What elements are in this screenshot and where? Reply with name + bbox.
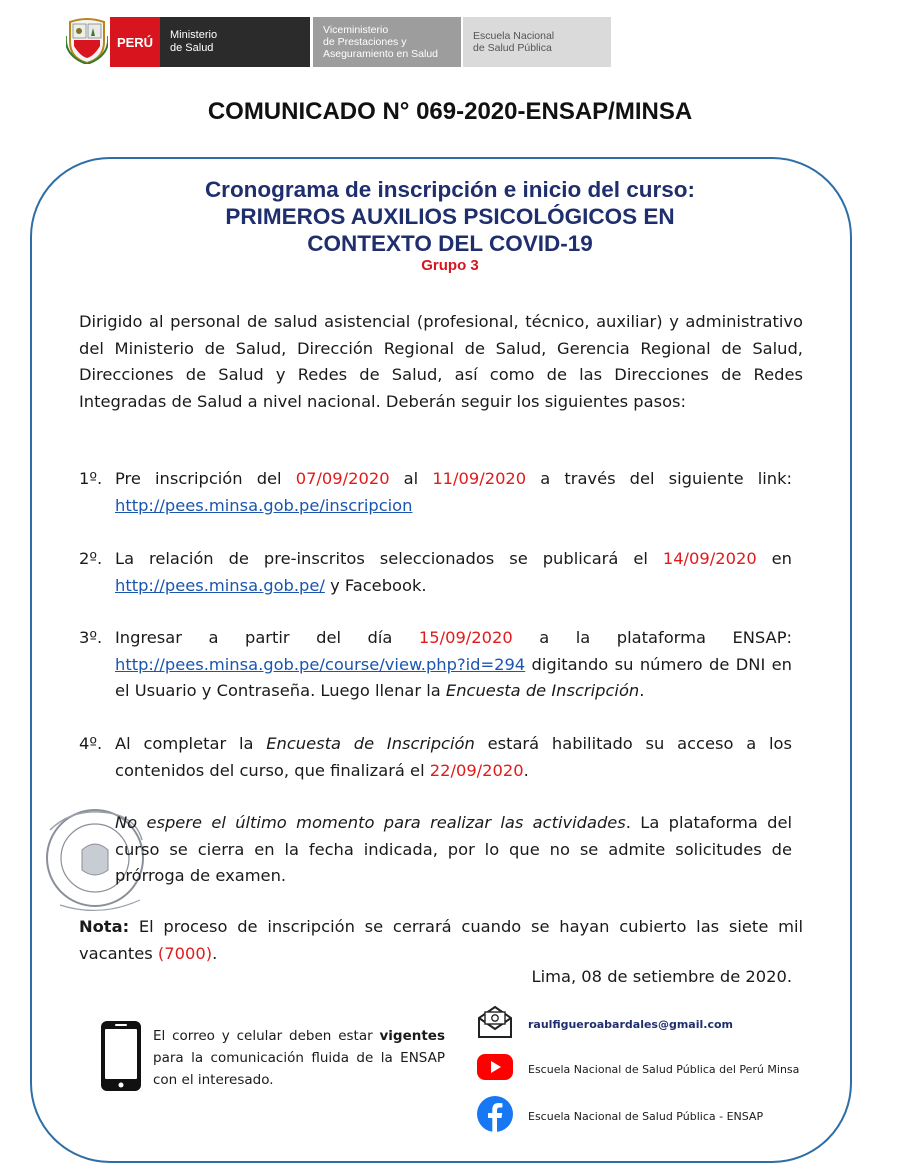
- contact-youtube-row: [476, 1052, 799, 1087]
- ministry-line-1: Ministerio: [170, 29, 218, 41]
- contact-facebook[interactable]: Escuela Nacional de Salud Pública - ENSAP: [528, 1110, 764, 1123]
- step-text: [115, 546, 792, 599]
- course-title-line-3: CONTEXTO DEL COVID-19: [307, 231, 593, 256]
- contact-email-row: [476, 1004, 733, 1045]
- access-date: 15/09/2020: [418, 628, 513, 647]
- nota-text: El proceso de inscripción se cerrará cuando se hayan cubierto las siete mil vacantes: [79, 917, 803, 963]
- group-label: Grupo 3: [421, 257, 479, 274]
- peru-label: PERÚ: [116, 34, 154, 50]
- vice-line-3: Aseguramiento en Salud: [323, 48, 438, 60]
- vice-line-2: de Prestaciones y: [323, 36, 407, 48]
- contact-validity-note: [153, 1025, 445, 1091]
- step-text-part: estará habilitado su acceso a los contenidos del curso, que finalizará el: [115, 734, 792, 780]
- warning-rest: . La plataforma del curso se cierra en la fecha indicada, por lo que no se admite solicitudes de prórroga de examen.: [115, 813, 792, 885]
- nota-end: .: [212, 943, 218, 963]
- step-number: 4º.: [79, 734, 103, 753]
- step-4: [79, 731, 792, 785]
- contact-youtube[interactable]: Escuela Nacional de Salud Pública del Perú Minsa: [528, 1063, 800, 1076]
- intro-paragraph: Dirigido al personal de salud asistencial (profesional, técnico, auxiliar) y administrativo del Ministerio de Salud, Dirección Regional de Salud, Gerencia Regional de Salud, Direcciones de Salud y Redes de Salud, así como de las Direcciones de Redes Integradas de Salud a nivel nacional. Deberán seguir los siguientes pasos:: [79, 312, 803, 411]
- viceministry-brand-box: [313, 17, 461, 67]
- survey-name: Encuesta de Inscripción: [266, 734, 475, 753]
- end-date: 11/09/2020: [432, 469, 527, 488]
- step-text-part: .: [639, 681, 645, 700]
- warning-italic: No espere el último momento para realizar las actividades: [115, 813, 626, 832]
- step-text-part: al: [389, 469, 433, 488]
- ministry-brand-box: [160, 17, 310, 67]
- peru-coat-of-arms-logo: [66, 16, 108, 64]
- contact-email[interactable]: raulfigueroabardales@gmail.com: [528, 1018, 733, 1031]
- step-text: [115, 731, 792, 784]
- comunicado-title: COMUNICADO N° 069-2020-ENSAP/MINSA: [207, 98, 693, 125]
- email-icon: [476, 1004, 514, 1045]
- nota-paragraph: [79, 914, 803, 967]
- step-2: [79, 546, 792, 600]
- course-link[interactable]: http://pees.minsa.gob.pe/course/view.php?id=294: [115, 654, 526, 674]
- registration-link[interactable]: http://pees.minsa.gob.pe/inscripcion: [115, 495, 413, 515]
- ensap-line-1: Escuela Nacional: [473, 30, 555, 42]
- facebook-icon: [476, 1095, 514, 1138]
- step-text-part: a la plataforma ENSAP:: [512, 628, 792, 647]
- publish-date: 14/09/2020: [662, 549, 757, 568]
- step-number: 2º.: [79, 549, 103, 568]
- step-text-part: Al completar la: [115, 734, 267, 753]
- note-text-part: El correo y celular deben estar: [153, 1028, 380, 1044]
- step-text-part: Pre inscripción del: [115, 469, 296, 488]
- step-text-part: Ingresar a partir del día: [115, 628, 419, 647]
- step-text: [115, 625, 792, 705]
- nota-label: Nota:: [79, 917, 130, 936]
- step-number: 1º.: [79, 469, 103, 488]
- step-text-part: a través del siguiente link:: [526, 469, 792, 488]
- survey-name: Encuesta de Inscripción: [445, 681, 640, 700]
- step-text: [115, 466, 792, 519]
- step-text-part: La relación de pre-inscritos seleccionados se publicará el: [115, 549, 663, 568]
- note-text-part: para la comunicación fluida de la ENSAP con el interesado.: [153, 1050, 445, 1088]
- mobile-phone-icon: [100, 1020, 142, 1092]
- step-number: 3º.: [79, 628, 103, 647]
- vice-line-1: Viceministerio: [323, 24, 389, 36]
- course-title-block: [0, 176, 900, 275]
- course-title-line-1: Cronograma de inscripción e inicio del curso:: [204, 177, 696, 202]
- ensap-brand-box: [463, 17, 611, 67]
- ministry-line-2: de Salud: [170, 42, 214, 54]
- ensap-line-2: de Salud Pública: [473, 42, 552, 54]
- youtube-icon: [476, 1052, 514, 1087]
- warning-paragraph: [115, 810, 792, 890]
- step-3: [79, 625, 792, 705]
- vacancy-count: (7000): [157, 943, 213, 963]
- course-title-line-2: PRIMEROS AUXILIOS PSICOLÓGICOS EN: [225, 204, 675, 229]
- finish-date: 22/09/2020: [429, 760, 524, 780]
- pees-home-link[interactable]: http://pees.minsa.gob.pe/: [115, 575, 325, 595]
- step-1: [79, 466, 792, 520]
- step-text-part: y Facebook.: [324, 575, 427, 595]
- note-bold: vigentes: [379, 1028, 445, 1044]
- step-text-part: digitando su número de DNI en el Usuario y Contraseña. Luego llenar la: [115, 654, 792, 700]
- date-line: Lima, 08 de setiembre de 2020.: [531, 967, 792, 986]
- start-date: 07/09/2020: [295, 469, 390, 488]
- step-text-part: en: [756, 549, 792, 568]
- step-text-part: .: [523, 760, 529, 780]
- peru-brand-box: [110, 17, 160, 67]
- contact-facebook-row: [476, 1095, 763, 1138]
